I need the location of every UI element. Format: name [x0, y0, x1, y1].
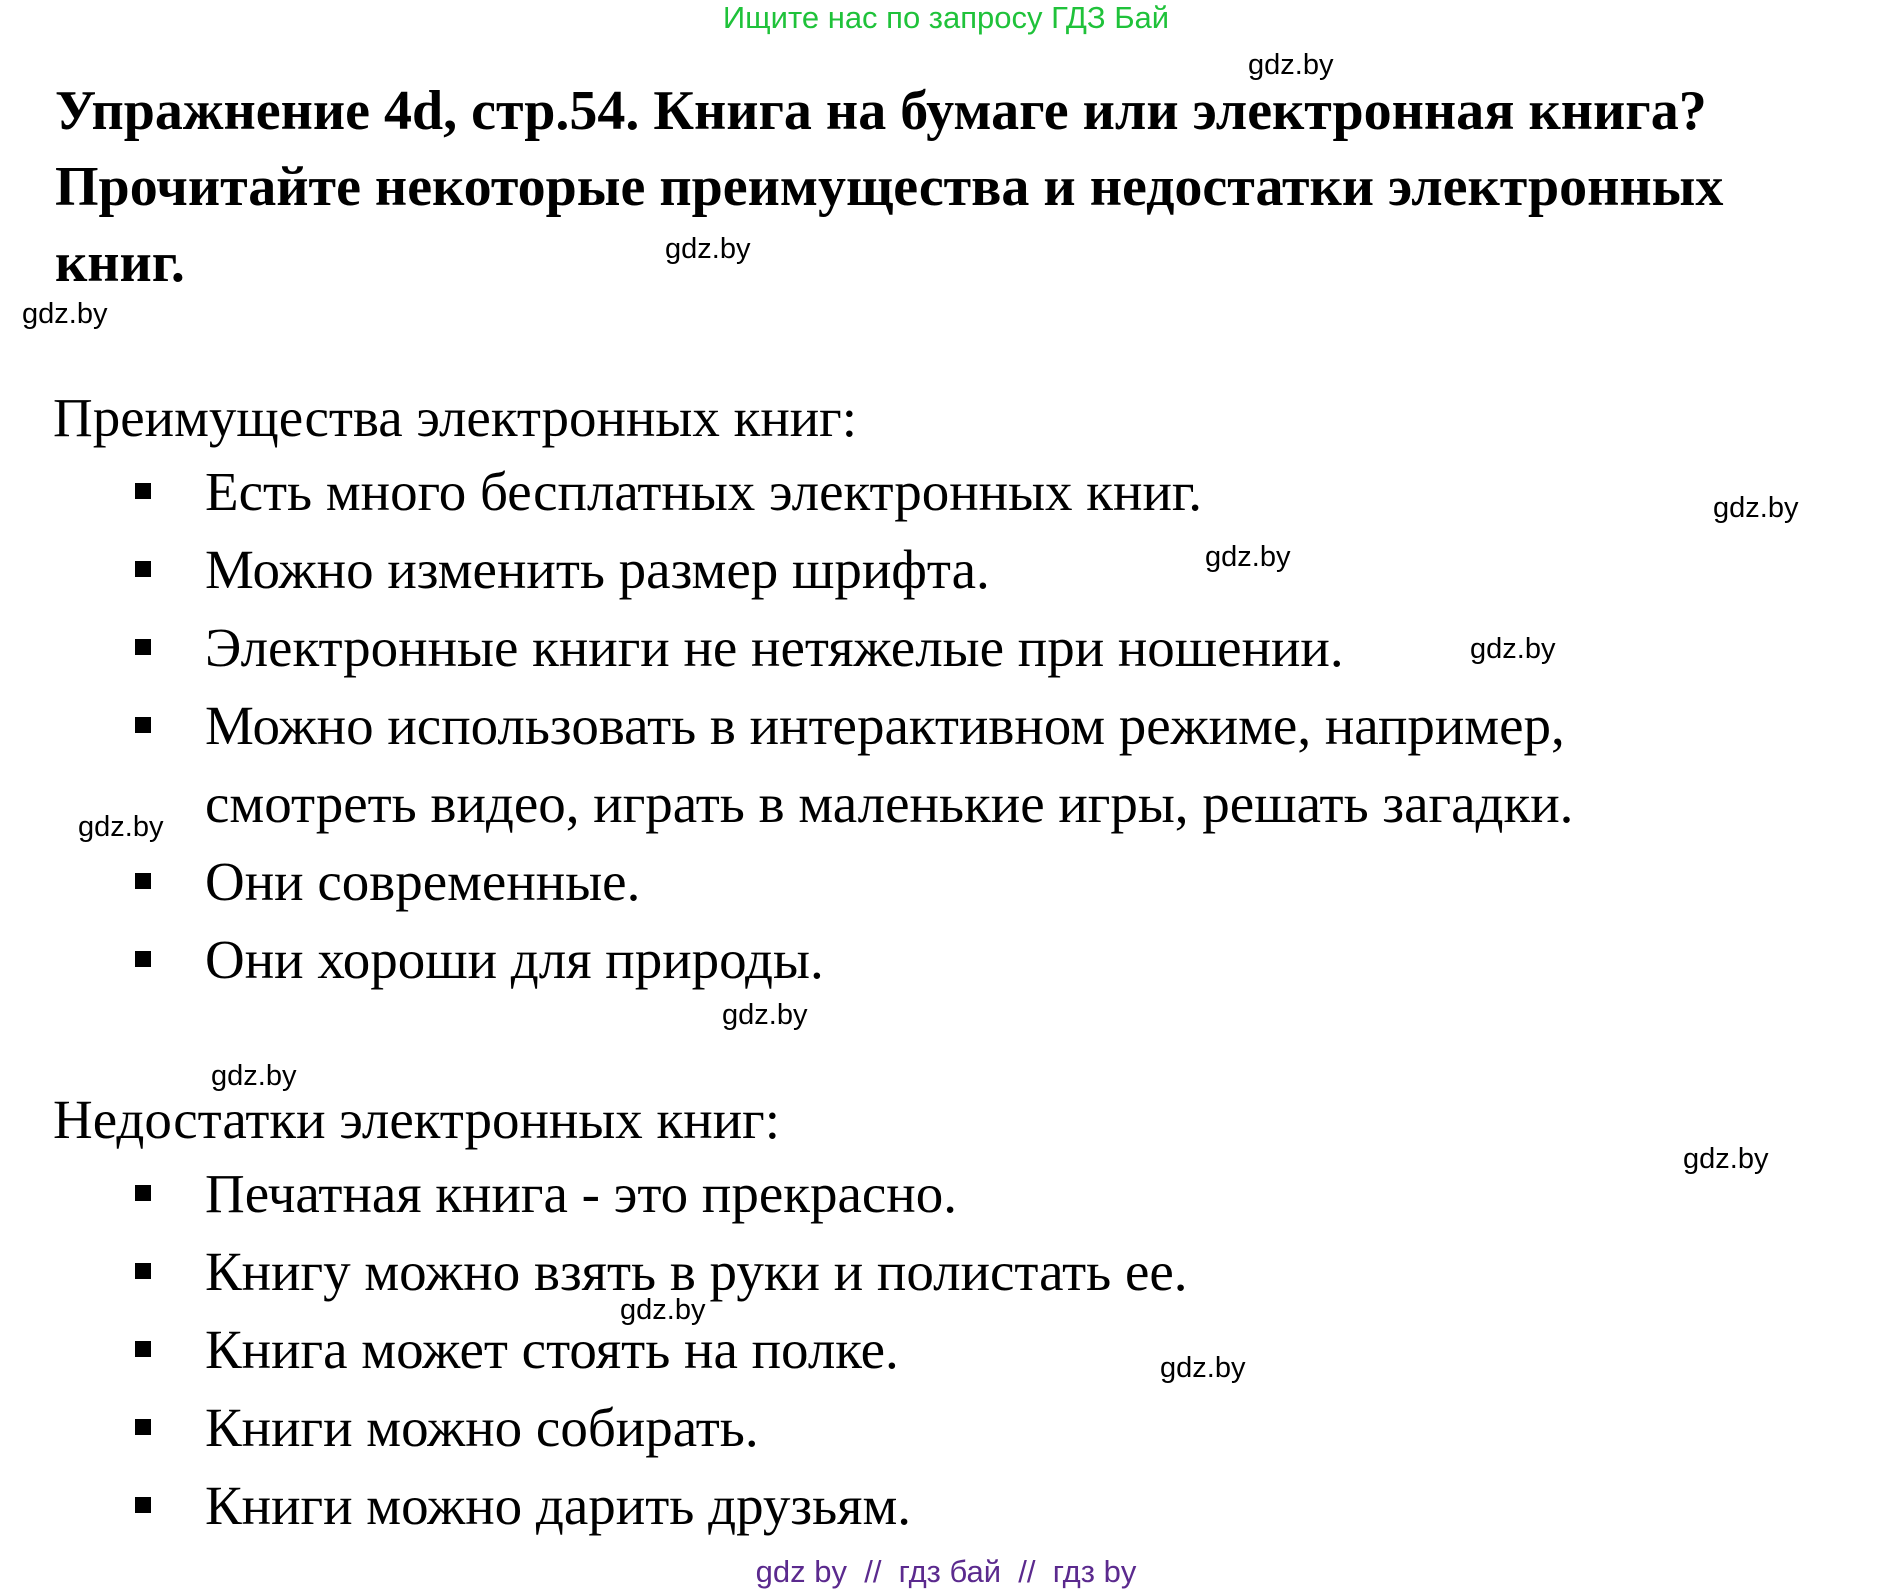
advantages-list [0, 453, 1573, 999]
list-item: Электронные книги не нетяжелые при ношении. [0, 609, 1573, 687]
top-banner: Ищите нас по запросу ГДЗ Бай [722, 0, 1170, 35]
watermark: gdz.by [1205, 541, 1291, 573]
disadvantages-list [0, 1155, 1188, 1545]
bullet-icon [135, 1497, 151, 1513]
watermark: gdz.by [665, 233, 751, 265]
list-item: Книги можно собирать. [0, 1389, 1188, 1467]
list-item: Книга может стоять на полке. [0, 1311, 1188, 1389]
bullet-icon [135, 873, 151, 889]
list-item: Есть много бесплатных электронных книг. [0, 453, 1573, 531]
watermark: gdz.by [78, 811, 164, 843]
watermark: gdz.by [620, 1294, 706, 1326]
watermark: gdz.by [1248, 49, 1334, 81]
bullet-icon [135, 1185, 151, 1201]
bullet-icon [135, 717, 151, 733]
bullet-icon [135, 1263, 151, 1279]
list-item: Можно изменить размер шрифта. [0, 531, 1573, 609]
advantages-title: Преимущества электронных книг: [53, 387, 858, 448]
watermark: gdz.by [22, 298, 108, 330]
list-item: Книги можно дарить друзьям. [0, 1467, 1188, 1545]
list-item-continuation: смотреть видео, играть в маленькие игры, решать загадки. [205, 773, 1574, 834]
bullet-icon [135, 951, 151, 967]
exercise-heading: Упражнение 4d, стр.54. Книга на бумаге или электронная книга? Прочитайте некоторые преимущества и недостатки электронных книг. [55, 80, 1724, 294]
watermark: gdz.by [1683, 1143, 1769, 1175]
disadvantages-title: Недостатки электронных книг: [53, 1089, 780, 1150]
watermark: gdz.by [1713, 492, 1799, 524]
list-item: Книгу можно взять в руки и полистать ее. [0, 1233, 1188, 1311]
bullet-icon [135, 1419, 151, 1435]
list-item: Они хороши для природы. [0, 921, 1573, 999]
list-item: Они современные. [0, 843, 1573, 921]
watermark: gdz.by [1470, 633, 1556, 665]
list-item: Печатная книга - это прекрасно. [0, 1155, 1188, 1233]
bullet-icon [135, 483, 151, 499]
watermark: gdz.by [211, 1060, 297, 1092]
footer-watermark: gdz by // гдз бай // гдз by [755, 1554, 1137, 1589]
bullet-icon [135, 1341, 151, 1357]
list-item: Можно использовать в интерактивном режиме, например, [0, 687, 1573, 765]
bullet-icon [135, 561, 151, 577]
watermark: gdz.by [722, 999, 808, 1031]
bullet-icon [135, 639, 151, 655]
watermark: gdz.by [1160, 1352, 1246, 1384]
